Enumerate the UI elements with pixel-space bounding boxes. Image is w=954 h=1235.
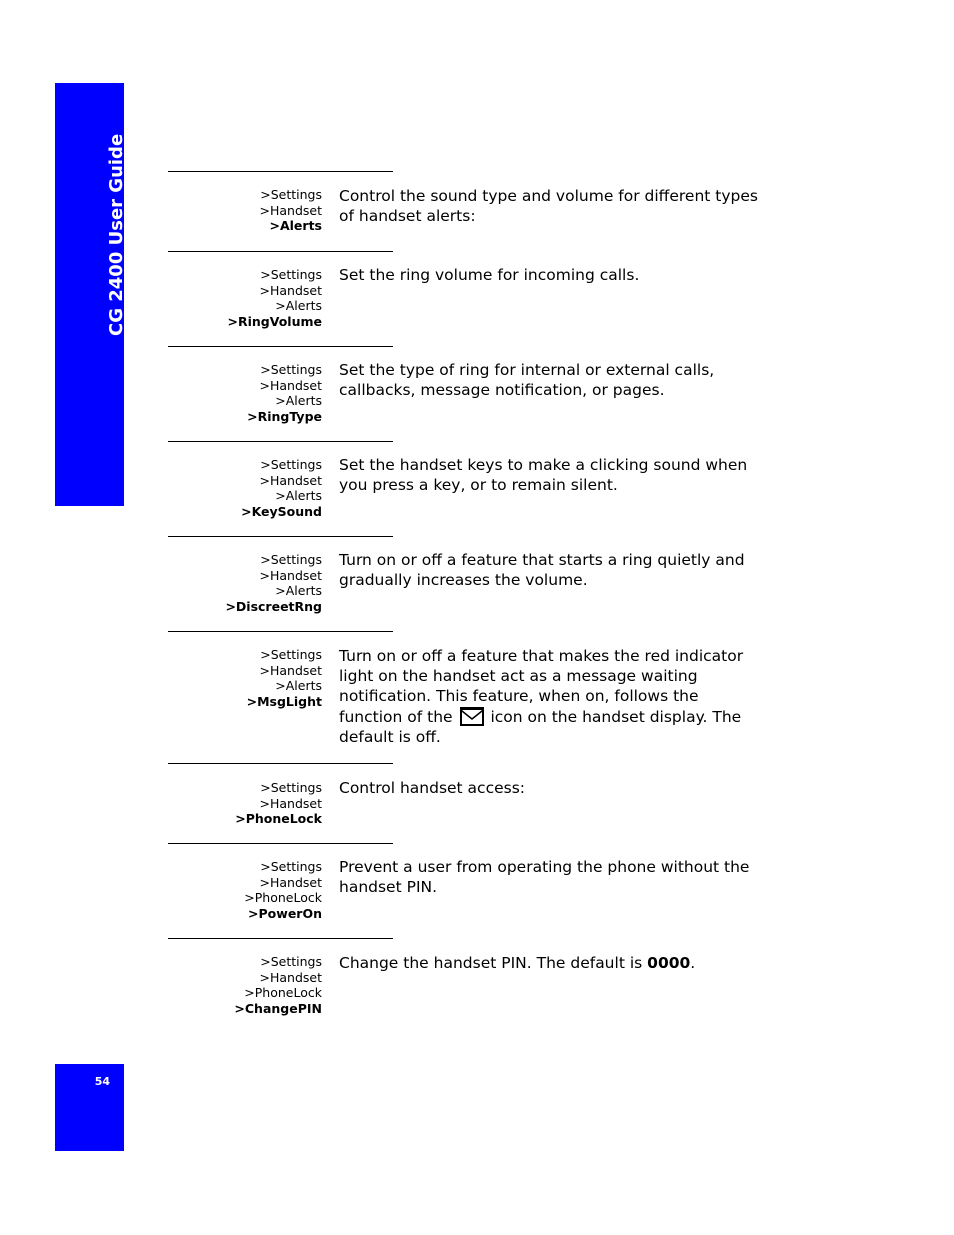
section-description: Control the sound type and volume for different types of handset alerts: [339, 187, 758, 226]
path-item: >Handset [259, 202, 322, 218]
path-item: >Handset [259, 795, 322, 811]
default-pin-value: 0000 [647, 954, 691, 972]
menu-path [162, 780, 322, 827]
path-item: >Settings [260, 647, 322, 662]
path-item: >Handset [259, 472, 322, 488]
menu-path [162, 954, 322, 1017]
description-text: Turn on or off a feature that makes the red indicator light on the handset act as a message waiting notification. This feature, when on, follows the function of the [339, 647, 744, 726]
menu-path [162, 187, 322, 234]
guide-title: CG 2400 User Guide [106, 133, 127, 336]
page-number: 54 [94, 1075, 110, 1088]
section-divider [168, 251, 393, 252]
section-description: Set the ring volume for incoming calls. [339, 266, 640, 284]
menu-path [162, 457, 322, 520]
description-text: icon on the handset display. The default is off. [339, 707, 742, 746]
path-item: >Settings [260, 362, 322, 377]
section-description: Set the handset keys to make a clicking sound when you press a key, or to remain silent. [339, 456, 748, 495]
path-item: >Handset [259, 282, 322, 298]
path-item: >Alerts [275, 393, 322, 409]
path-item: >Settings [260, 187, 322, 202]
section-divider [168, 441, 393, 442]
section-divider [168, 346, 393, 347]
section-divider [168, 763, 393, 764]
section-divider [168, 631, 393, 632]
path-item: >PhoneLock [244, 890, 322, 906]
section-divider [168, 536, 393, 537]
path-item-current: >MsgLight [246, 694, 322, 710]
section-description: Prevent a user from operating the phone without the handset PIN. [339, 858, 750, 897]
path-item: >Handset [259, 969, 322, 985]
path-item-current: >DiscreetRng [225, 599, 322, 615]
path-item: >Handset [259, 662, 322, 678]
description-text: Change the handset PIN. The default is [339, 954, 643, 972]
path-item: >Handset [259, 874, 322, 890]
section-divider [168, 171, 393, 172]
section-description [339, 953, 759, 973]
path-item-current: >RingVolume [227, 314, 322, 330]
section-description [339, 646, 759, 747]
path-item: >PhoneLock [244, 985, 322, 1001]
menu-path [162, 647, 322, 710]
menu-path [162, 859, 322, 922]
path-item: >Alerts [275, 583, 322, 599]
path-item: >Handset [259, 377, 322, 393]
path-item: >Settings [260, 954, 322, 969]
path-item-current: >RingType [247, 409, 322, 425]
section-divider [168, 843, 393, 844]
path-item: >Alerts [275, 488, 322, 504]
description-text: . [690, 954, 696, 972]
envelope-icon [460, 707, 484, 726]
path-item: >Alerts [275, 298, 322, 314]
path-item: >Settings [260, 267, 322, 282]
path-item-current: >PowerOn [248, 906, 322, 922]
path-item: >Alerts [275, 678, 322, 694]
section-description: Turn on or off a feature that starts a ring quietly and gradually increases the volume. [339, 551, 745, 590]
section-divider [168, 938, 393, 939]
path-item: >Settings [260, 780, 322, 795]
path-item: >Settings [260, 552, 322, 567]
path-item-current: >KeySound [241, 504, 322, 520]
page-number-box [55, 1064, 124, 1151]
path-item-current: >ChangePIN [234, 1001, 322, 1017]
section-description: Set the type of ring for internal or external calls, callbacks, message notification, or pages. [339, 361, 715, 400]
menu-path [162, 362, 322, 425]
menu-path [162, 267, 322, 330]
path-item-current: >Alerts [269, 218, 322, 234]
path-item-current: >PhoneLock [235, 811, 322, 827]
section-description: Control handset access: [339, 779, 526, 797]
path-item: >Settings [260, 859, 322, 874]
path-item: >Handset [259, 567, 322, 583]
path-item: >Settings [260, 457, 322, 472]
menu-path [162, 552, 322, 615]
